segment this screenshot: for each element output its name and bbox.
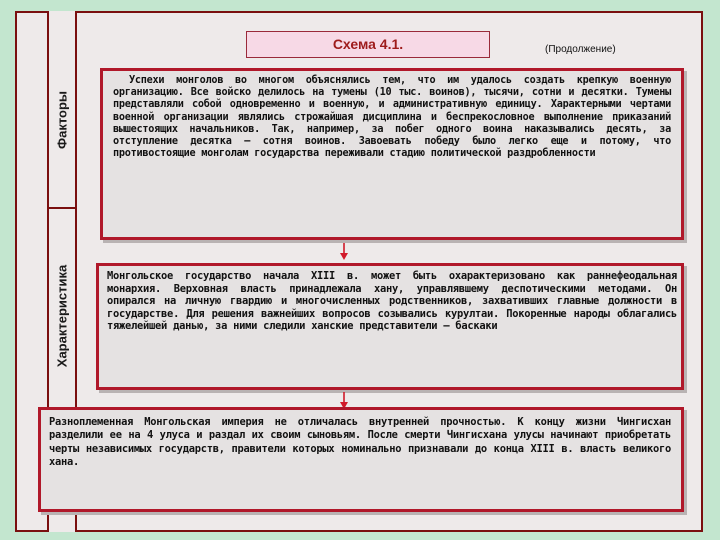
text-box-empire-division: Разноплеменная Монгольская империя не отличалась внутренней прочностью. К концу жизни Чингисхан разделили ее на 4 улуса и раздал их своим сыновьям. После смерти Чингисхана улусы начинают приобретать черты независимых государств, правители которых номинально признавали до конца XIII в. власть великого хана.	[38, 407, 684, 512]
continued-note: (Продолжение)	[545, 44, 616, 55]
text-box-mongol-state: Монгольское государство начала XIII в. может быть охарактеризовано как раннефеодальная монархия. Верховная власть принадлежала хану, управлявшему деспотическими методами. Он опирался на личную гвардию и многочисленных родственников, захвативших главные должности в государстве. Для решения важнейших вопросов созывались курултаи. Покоренные народы облагались тяжелейшей данью, за ними следили ханские представители – баскаки	[96, 263, 684, 390]
side-label-characteristics: Характеристика	[54, 264, 70, 368]
side-label-divider	[47, 207, 77, 209]
side-label-factors: Факторы	[54, 90, 70, 150]
down-arrow-icon	[338, 243, 350, 261]
text-box-military-organization: Успехи монголов во многом объяснялись тем, что им удалось создать крепкую военную организацию. Все войско делилось на тумены (10 тыс. воинов), тысячи, сотни и десятки. Тумены представляли собой одновременно и военную, и административную единицу. Характерными чертами военной организации являлись строжайшая дисциплина и беспрекословное выполнение приказаний вышестоящих начальников. Так, например, за побег одного воина наказывались десять, за отступление десятка – сотня воинов. Завоевать победу было легко еще и потому, что противостоящие монголам государства переживали стадию политической раздробленности	[100, 68, 684, 240]
diagram-title: Схема 4.1.	[246, 31, 490, 58]
